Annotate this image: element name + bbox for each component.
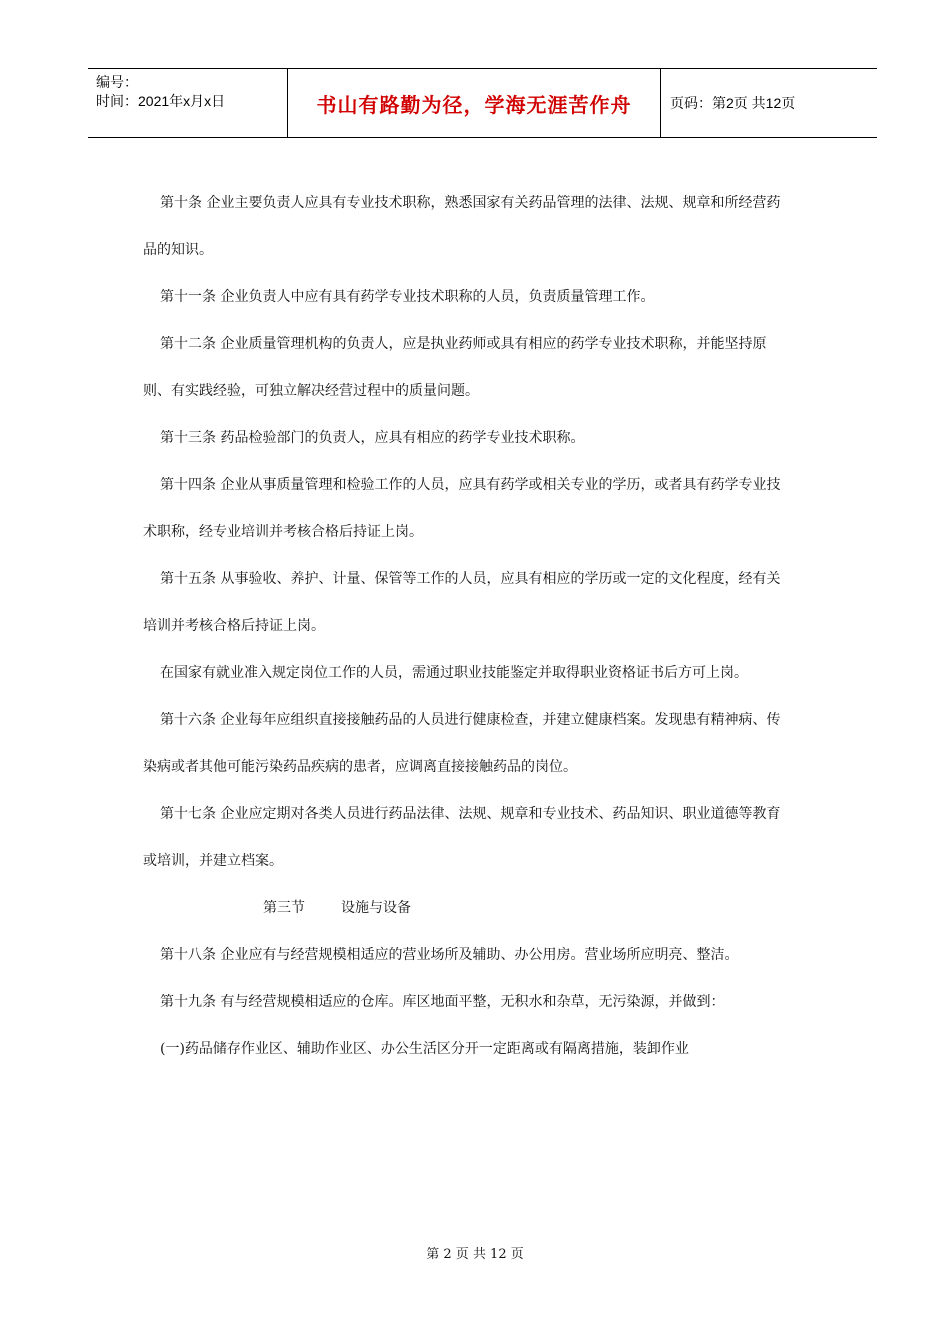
paragraph: 第十九条 有与经营规模相适应的仓库。库区地面平整，无积水和杂草，无污染源，并做到：	[160, 994, 725, 1010]
header-motto: 书山有路勤为径，学海无涯苦作舟	[316, 92, 632, 117]
section-title: 设施与设备	[341, 900, 411, 916]
document-body	[143, 180, 783, 1073]
paragraph: (一)药品储存作业区、辅助作业区、办公生活区分开一定距离或有隔离措施，装卸作业	[160, 1041, 689, 1057]
header-number-label: 编号：	[96, 74, 138, 90]
header-page-number: 页码：第2页 共12页	[670, 95, 796, 111]
section-number: 第三节	[263, 900, 305, 916]
page-header	[88, 68, 877, 138]
paragraph: 第十六条 企业每年应组织直接接触药品的人员进行健康检查，并建立健康档案。发现患有精神病、传染病或者其他可能污染药品疾病的患者，应调离直接接触药品的岗位。	[143, 712, 781, 775]
section-heading	[143, 885, 783, 932]
header-info	[96, 73, 286, 111]
paragraph: 第十五条 从事验收、养护、计量、保管等工作的人员，应具有相应的学历或一定的文化程度，经有关培训并考核合格后持证上岗。	[143, 571, 781, 634]
header-time-label: 时间：2021年x月x日	[96, 93, 226, 109]
paragraph: 第十八条 企业应有与经营规模相适应的营业场所及辅助、办公用房。营业场所应明亮、整洁。	[160, 947, 739, 963]
paragraph: 第十一条 企业负责人中应有具有药学专业技术职称的人员，负责质量管理工作。	[160, 289, 655, 305]
paragraph: 第十条 企业主要负责人应具有专业技术职称，熟悉国家有关药品管理的法律、法规、规章和所经营药品的知识。	[143, 195, 781, 258]
paragraph: 在国家有就业准入规定岗位工作的人员，需通过职业技能鉴定并取得职业资格证书后方可上岗。	[160, 665, 748, 681]
header-divider	[660, 69, 661, 137]
paragraph: 第十七条 企业应定期对各类人员进行药品法律、法规、规章和专业技术、药品知识、职业道德等教育或培训，并建立档案。	[143, 806, 781, 869]
page-footer: 第 2 页 共 12 页	[426, 1247, 524, 1262]
paragraph: 第十三条 药品检验部门的负责人，应具有相应的药学专业技术职称。	[160, 430, 585, 446]
paragraph: 第十二条 企业质量管理机构的负责人，应是执业药师或具有相应的药学专业技术职称，并能坚持原则、有实践经验，可独立解决经营过程中的质量问题。	[143, 336, 767, 399]
paragraph: 第十四条 企业从事质量管理和检验工作的人员，应具有药学或相关专业的学历，或者具有药学专业技术职称，经专业培训并考核合格后持证上岗。	[143, 477, 781, 540]
